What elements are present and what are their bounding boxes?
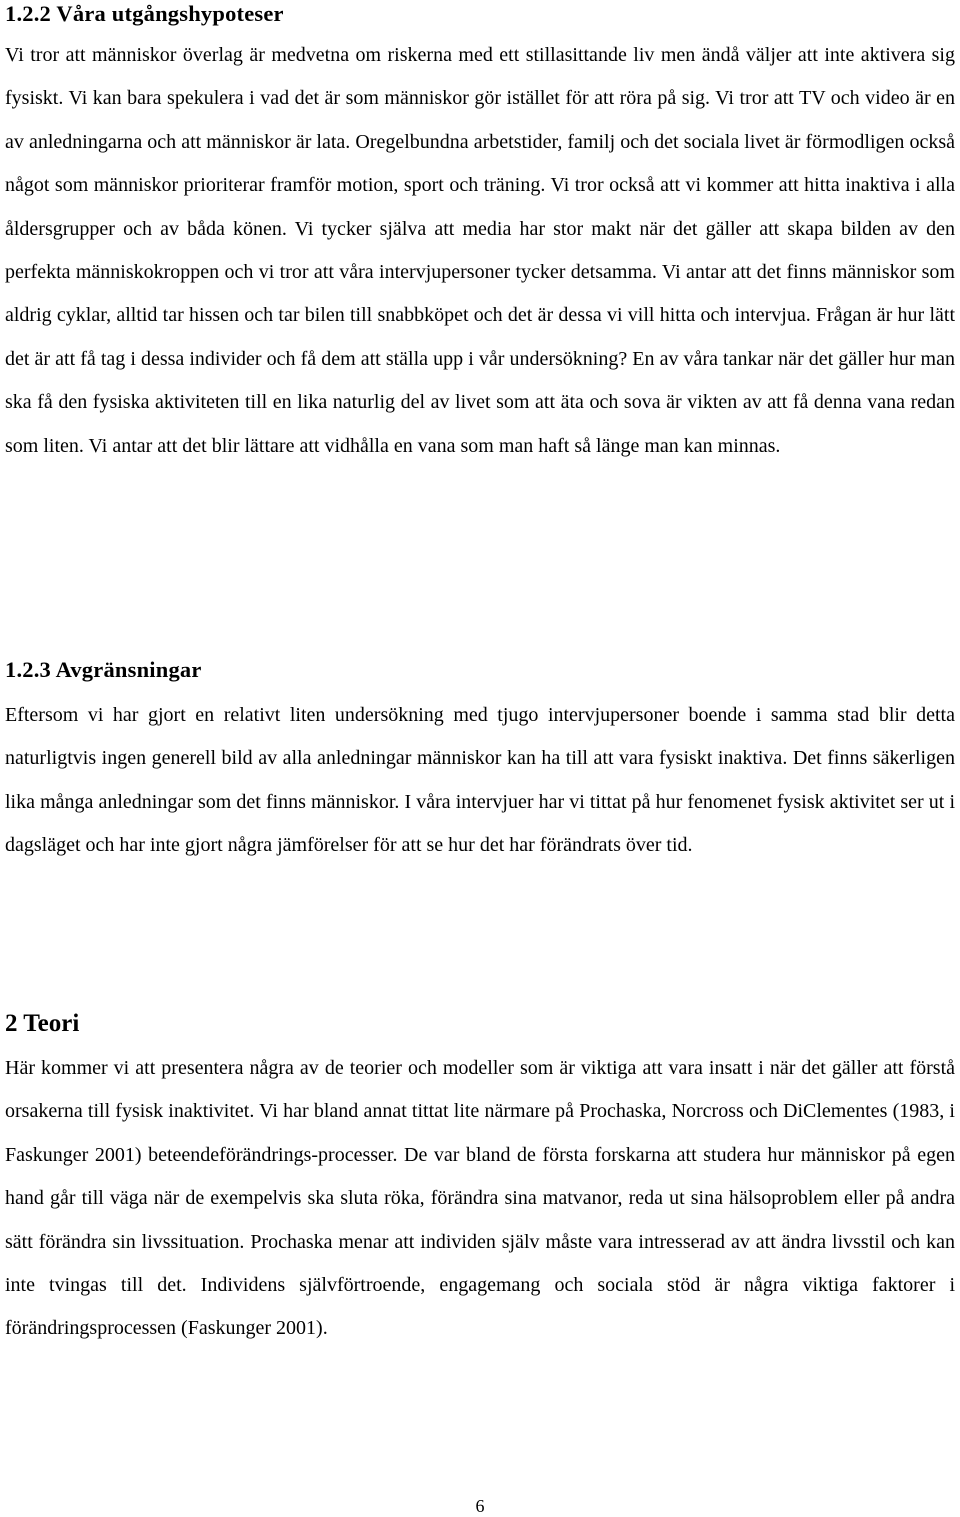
chapter-heading-teori: 2 Teori: [5, 1010, 80, 1037]
section-paragraph-utgangshypoteser: Vi tror att människor överlag är medvetna om riskerna med ett stillasittande liv men ändå väljer att inte aktivera sig fysiskt. Vi kan bara spekulera i vad det är som människor gör istället för att röra på sig. Vi tror att TV och video är en av anledningarna och att människor är lata. Oregelbundna arbetstider, familj och det sociala livet är förmodligen också något som människor prioriterar framför motion, sport och träning. Vi tror också att vi kommer att hitta inaktiva i alla åldersgrupper och av båda könen. Vi tycker själva att media har stor makt när det gäller att skapa bilden av den perfekta människokroppen och vi tror att våra intervjupersoner tycker detsamma. Vi antar att det finns människor som aldrig cyklar, alltid tar hissen och tar bilen till snabbköpet och det är dessa vi vill hitta och intervjua. Frågan är hur lätt det är att få tag i dessa individer och få dem att ställa upp i vår undersökning? En av våra tankar när det gäller hur man ska få den fysiska aktiviteten till en lika naturlig del av livet som att äta och sova är vikten av att få denna vana redan som liten. Vi antar att det blir lättare att vidhålla en vana som man haft så länge man kan minnas.: [5, 44, 955, 457]
section-heading-utgangshypoteser: 1.2.2 Våra utgångshypoteser: [5, 1, 284, 26]
chapter-paragraph-teori: Här kommer vi att presentera några av de teorier och modeller som är viktiga att vara insatt i när det gäller att förstå orsakerna till fysisk inaktivitet. Vi har bland annat tittat lite närmare på Prochaska, Norcross och DiClementes (1983, i Faskunger 2001) beteendeförändrings-processer. De var bland de första forskarna att studera hur människor på egen hand går till väga när de exempelvis ska sluta röka, förändra sina matvanor, reda ut sina hälsoproblem eller på andra sätt förändra sin livssituation. Prochaska menar att individen själv måste vara intresserad av att ändra livsstil och kan inte tvingas till det. Individens självförtroende, engagemang och sociala stöd är några viktiga faktorer i förändringsprocessen (Faskunger 2001).: [5, 1057, 955, 1340]
page-number: 6: [475, 1496, 485, 1516]
section-paragraph-avgransningar: Eftersom vi har gjort en relativt liten undersökning med tjugo intervjupersoner boende i samma stad blir detta naturligtvis ingen generell bild av alla anledningar människor kan ha till att vara fysiskt inaktiva. Det finns säkerligen lika många anledningar som det finns människor. I våra intervjuer har vi tittat på hur fenomenet fysisk aktivitet ser ut i dagsläget och har inte gjort några jämförelser för att se hur det har förändrats över tid.: [5, 704, 955, 857]
section-heading-avgransningar: 1.2.3 Avgränsningar: [5, 657, 202, 682]
